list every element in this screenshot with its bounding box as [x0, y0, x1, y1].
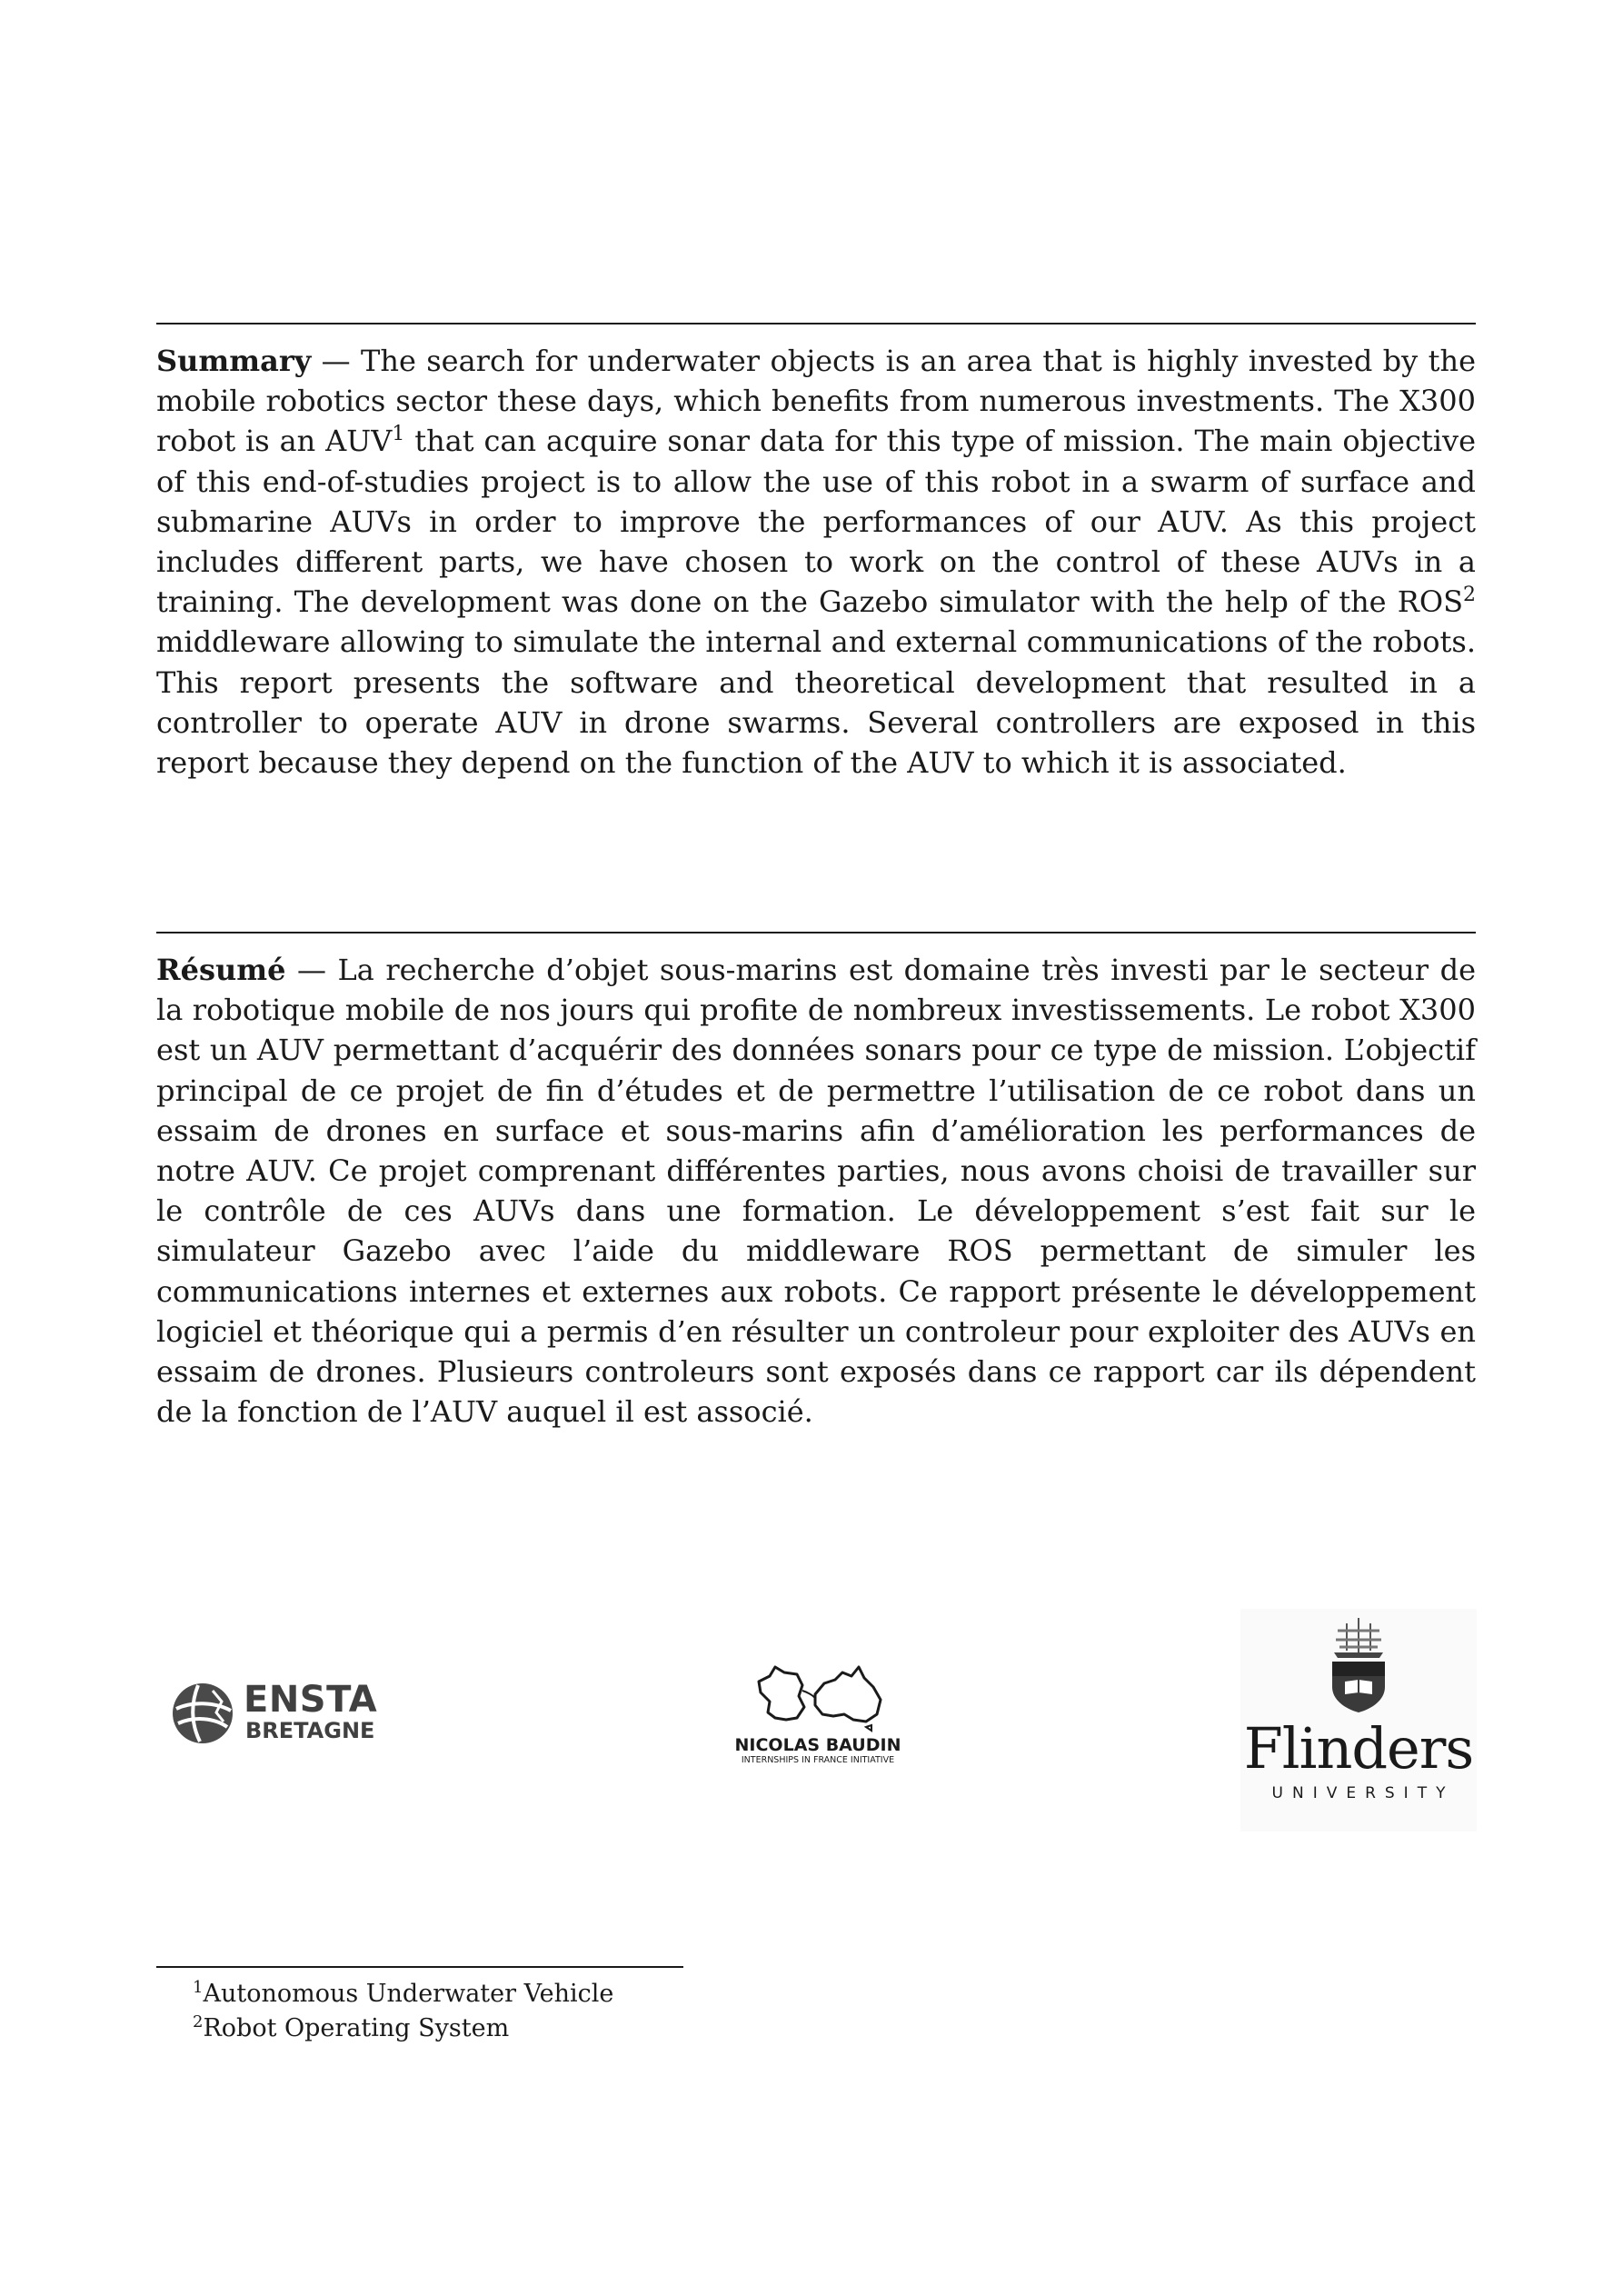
footnote-ref-2[interactable]: 2 — [1463, 584, 1476, 607]
resume-section — [156, 932, 1476, 1432]
footnote-1-mark: 1 — [193, 1978, 204, 1997]
resume-top-rule — [156, 932, 1476, 933]
baudin-name: NICOLAS BAUDIN — [734, 1735, 901, 1755]
summary-text-part2: that can acquire sonar data for this type of mission. The main objective of this end-of-studies project is to allow the use of this robot in a swarm of surface and submarine AUVs in order to improve the performances of our AUV. As this project includes different parts, we have chosen to work on the control of these AUVs in a training. The development was done on the Gazebo simulator with the help of the ROS — [156, 424, 1477, 620]
footnote-2 — [156, 2011, 1476, 2046]
nicolas-baudin-logo — [732, 1663, 904, 1768]
flinders-crest-icon — [1327, 1616, 1390, 1714]
resume-separator: — — [285, 953, 338, 987]
flinders-university-logo — [1240, 1609, 1477, 1832]
summary-text-part3: middleware allowing to simulate the internal and external communications of the robots. This report presents the software and theoretical development that resulted in a controller to operate AUV in drone swarms. Several controllers are exposed in this report because they depend on the function of the AUV to which it is associated. — [156, 624, 1476, 781]
summary-top-rule — [156, 323, 1476, 324]
ensta-bretagne-logo — [171, 1680, 389, 1745]
resume-title: Résumé — [156, 953, 286, 987]
bretagne-wordmark: BRETAGNE — [245, 1718, 375, 1743]
summary-text-part1: The search for underwater objects is an area that is highly invested by the mobile robotics sector these days, which benefits from numerous investments. The X300 robot is an AUV — [156, 344, 1477, 459]
resume-text: La recherche d’objet sous-marins est domaine très investi par le secteur de la robotique mobile de nos jours qui profite de nombreux investissements. Le robot X300 est un AUV permettant d’acquérir des données sonars pour ce type de mission. L’objectif principal de ce projet de fin d’études et de permettre l’utilisation de ce robot dans un essaim de drones en surface et sous-marins afin d’amélioration les performances de notre AUV. Ce projet comprenant différentes parties, nous avons choisi de travailler sur le contrôle de ces AUVs dans une formation. Le développement s’est fait sur le simulateur Gazebo avec l’aide du middleware ROS permettant de simuler les communications internes et externes aux robots. Ce rapport présente le développement logiciel et théorique qui a permis d’en résulter un controleur pour exploiter des AUVs en essaim de drones. Plusieurs controleurs sont exposés dans ce rapport car ils dépendent de la fonction de l’AUV auquel il est associé. — [156, 953, 1477, 1430]
summary-section — [156, 323, 1476, 783]
footnote-2-text: Robot Operating System — [203, 2014, 510, 2042]
summary-title: Summary — [156, 344, 312, 378]
footnote-2-mark: 2 — [193, 2012, 204, 2031]
footnote-1-text: Autonomous Underwater Vehicle — [203, 1980, 614, 2008]
footnotes-section — [156, 1966, 1476, 2046]
footnote-1 — [156, 1977, 1476, 2011]
university-wordmark: UNIVERSITY — [1271, 1784, 1455, 1802]
baudin-tagline: INTERNSHIPS IN FRANCE INITIATIVE — [741, 1755, 895, 1765]
summary-paragraph — [156, 341, 1476, 783]
ensta-globe-icon — [171, 1682, 234, 1745]
ensta-wordmark: ENSTA — [244, 1679, 378, 1721]
summary-separator: — — [311, 344, 361, 378]
footnote-ref-1[interactable]: 1 — [392, 423, 405, 446]
footnote-rule — [156, 1966, 683, 1968]
france-australia-map-icon — [752, 1663, 888, 1734]
resume-paragraph — [156, 950, 1476, 1432]
flinders-wordmark: Flinders — [1243, 1715, 1474, 1782]
